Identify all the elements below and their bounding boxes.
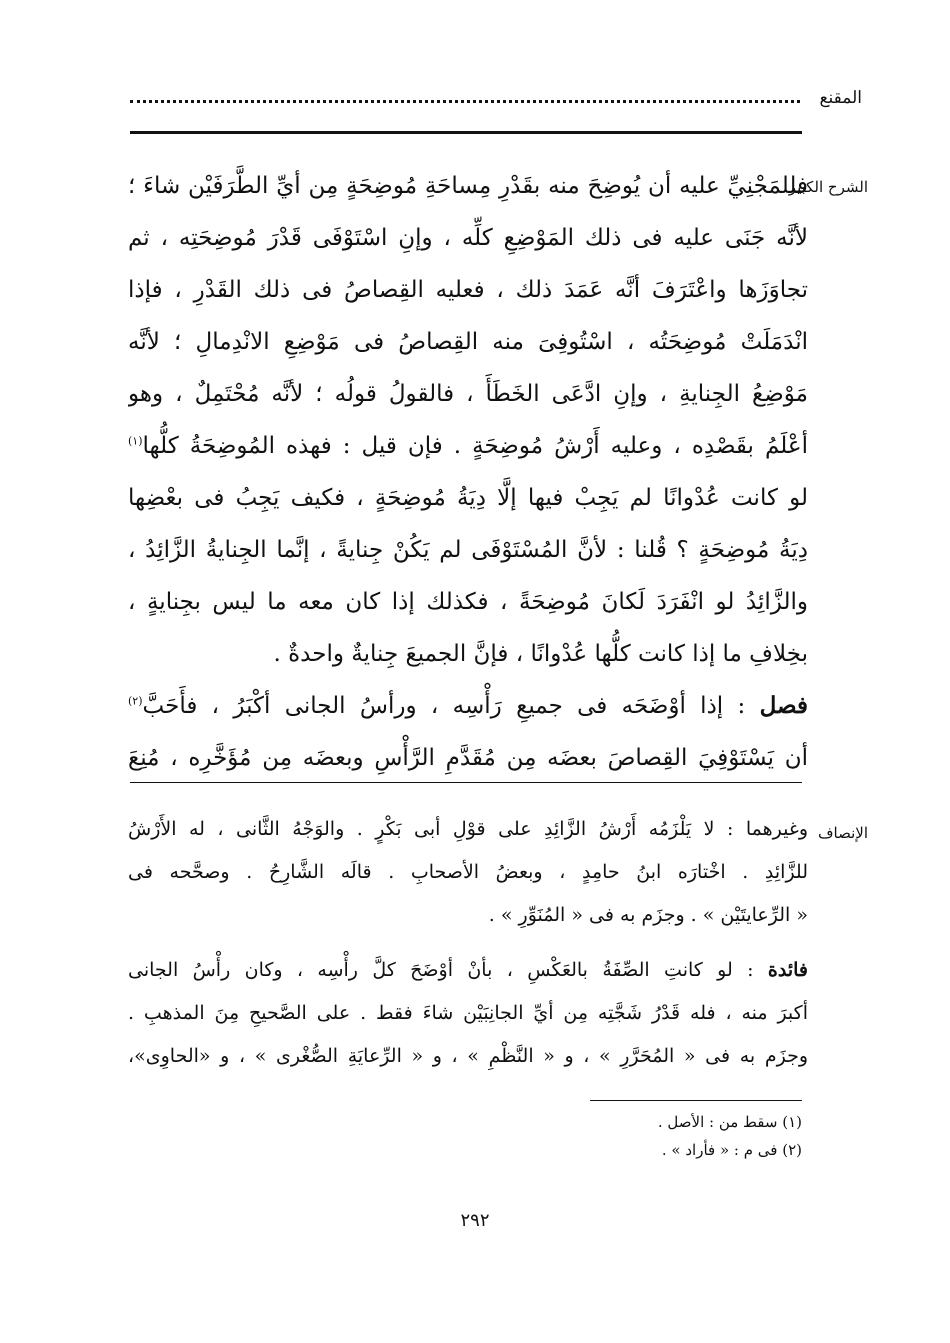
side-label-sharh: الشرح الكبير	[788, 178, 868, 196]
main-line-2: لأنَّه جَنَى عليه فى ذلك المَوْضِعِ كلِّه ، وإنِ اسْتَوْفَى قَدْرَ مُوضِحَتِه ، ثم	[128, 225, 808, 251]
faida-line-3: وجزَم به فى « المُحَرَّرِ » ، و « النَّظْمِ » ، و « الرِّعايَةِ الصُّغْرى » ، و «الحاوِى»،	[128, 1045, 808, 1067]
faida-label: فائدة	[767, 959, 808, 981]
running-head: المقنع	[819, 88, 862, 108]
main-text	[128, 160, 808, 784]
dotted-rule	[130, 100, 800, 103]
main-line-8: دِيَةُ مُوضِحَةٍ ؟ قُلنا : لأنَّ المُسْتَوْفَى لم يَكُنْ جِنايةً ، إنَّما الجِنايةُ الزَّائِدُ ،	[128, 537, 808, 563]
insaf-text	[128, 808, 808, 1078]
main-line-3: تجاوَزَها واعْتَرَفَ أنَّه عَمَدَ ذلك ، فعليه القِصاصُ فى ذلك القَدْرِ ، فإذا	[128, 277, 808, 303]
page-number: ٢٩٢	[460, 1210, 490, 1231]
faida-line-1-text: : لو كانتِ الصِّفَةُ بالعَكْسِ ، بأنْ أوْضَحَ كلَّ رأْسِه ، وكان رأْسُ الجانى	[128, 959, 754, 981]
main-line-6	[128, 420, 808, 472]
main-line-7: لو كانت عُدْوانًا لم يَجِبْ فيها إلَّا دِيَةُ مُوضِحَةٍ ، فكيف يَجِبُ فى بعْضِها	[128, 485, 808, 511]
footnote-2: (٢) فى م : « فأراد » .	[661, 1141, 802, 1159]
faida-line-1	[128, 949, 808, 992]
footnote-mark-2: (٢)	[128, 694, 143, 708]
footnote-mark-1: (١)	[128, 434, 143, 448]
fasl-line-2: أن يَسْتَوْفِيَ القِصاصَ بعضَه مِن مُقَدَّمِ الرَّأْسِ وبعضَه مِن مُؤَخَّرِه ، مُنِعَ	[128, 745, 808, 771]
header-rule	[130, 131, 802, 134]
footnotes	[500, 1108, 802, 1164]
faida-line-2: أكبرَ منه ، فله قَدْرُ شَجَّتِه مِن أيِّ الجانِبَيْن شاءَ فقط . على الصَّحيحِ مِنَ المذهبِ .	[128, 1002, 808, 1024]
footnote-1: (١) سقط من : الأصل .	[657, 1113, 802, 1131]
main-line-4: انْدَمَلَتْ مُوضِحَتُه ، اسْتُوفِىَ منه القِصاصُ فى مَوْضِعِ الانْدِمالِ ؛ لأنَّه	[128, 329, 808, 355]
side-label-insaf: الإنصاف	[817, 824, 868, 842]
main-line-6-text: أعْلَمُ بقَصْدِه ، وعليه أَرْشُ مُوضِحَةٍ . فإن قيل : فهذه المُوضِحَةُ كلُّها	[142, 433, 808, 459]
footnote-rule	[590, 1100, 802, 1101]
fasl-label: فصل	[759, 692, 808, 719]
fasl-line-1-text: : إذا أوْضَحَه فى جميعِ رَأْسِه ، ورأسُ الجانى أكْبَرُ ، فأَحَبَّ	[142, 693, 746, 719]
main-line-9: والزَّائِدُ لو انْفَرَدَ لَكانَ مُوضِحَةً ، فكذلك إذا كان معه ما ليس بجِنايةٍ ،	[128, 589, 808, 615]
insaf-line-2: للزَّائِدِ . اخْتارَه ابنُ حامِدٍ ، وبعضُ الأصحابِ . قالَه الشَّارِحُ . وصحَّحه فى	[128, 861, 808, 883]
section-divider	[130, 782, 802, 783]
main-line-10: بخِلافِ ما إذا كانت كلُّها عُدْوانًا ، فإنَّ الجميعَ جِنايةٌ واحدةٌ .	[273, 641, 808, 667]
insaf-line-1: وغيرهما : لا يَلْزَمُه أَرْشُ الزَّائِدِ على قوْلِ أبى بَكْرٍ . والوَجْهُ الثَّانى ، له الأَرْشُ	[128, 818, 808, 840]
insaf-line-3: « الرِّعايتَيْن » . وجزَم به فى « المُنَوِّرِ » .	[488, 904, 808, 926]
main-line-1: فللمَجْنِيِّ عليه أن يُوضِحَ منه بقَدْرِ مِساحَةِ مُوضِحَةٍ مِن أيِّ الطَّرَفَيْن شاءَ ؛	[128, 173, 808, 199]
fasl-line-1	[128, 680, 808, 732]
main-line-5: مَوْضِعُ الجِنايةِ ، وإنِ ادَّعَى الخَطَأَ ، فالقولُ قولُه ؛ لأنَّه مُحْتَمِلٌ ، وهو	[128, 381, 808, 407]
